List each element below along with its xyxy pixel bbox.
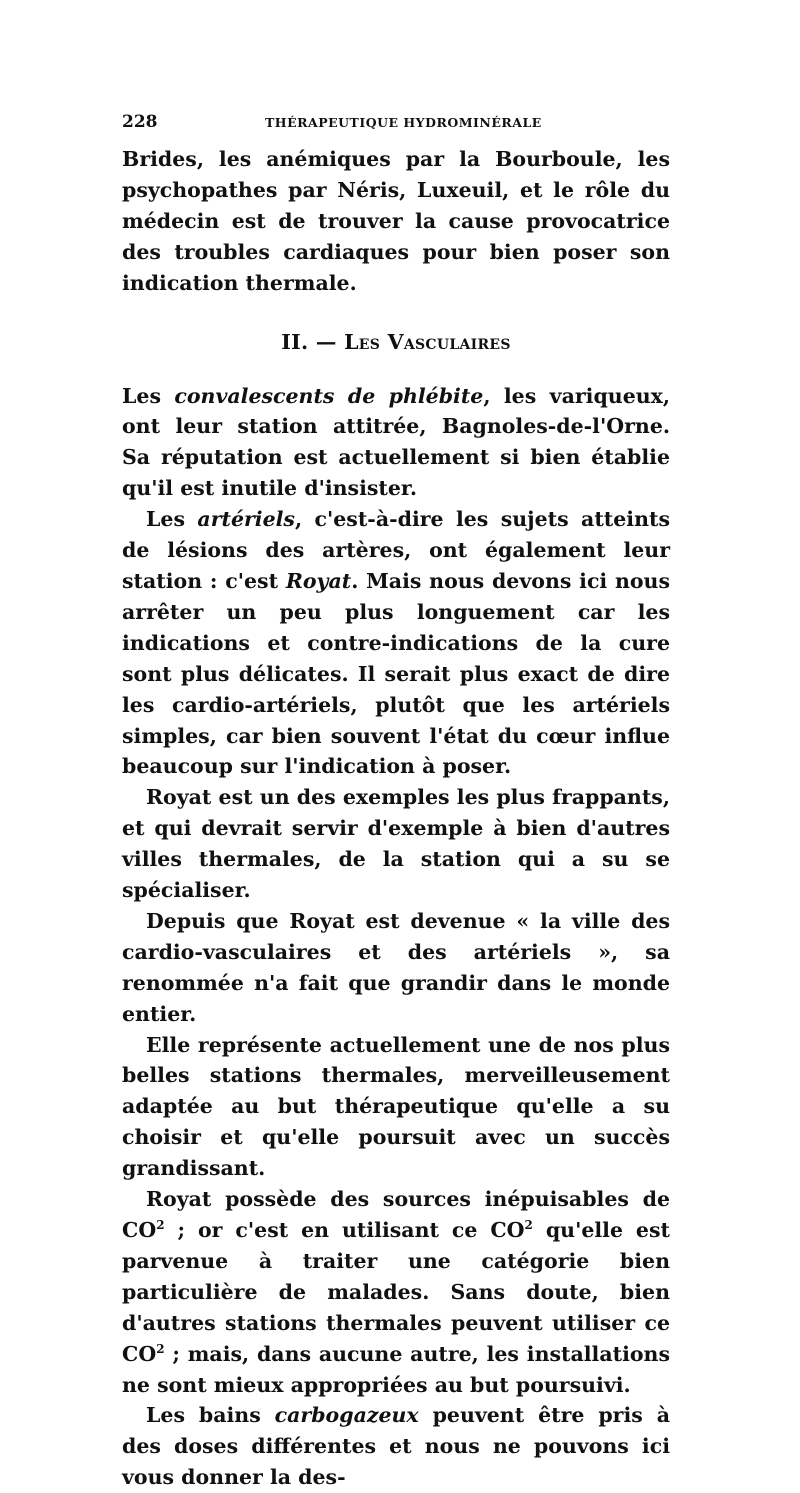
- text-run: , les variqueux, ont leur station attitrée, Bagnoles-de-l'Orne. Sa réputation est actuellement si bien établie qu'il est inutile d'insister.: [122, 383, 670, 501]
- text-run: Royat est un des exemples les plus frappants, et qui devrait servir d'exemple à bien d'autres villes thermales, de la station qui a su se spécialiser.: [122, 785, 670, 903]
- text-run: Elle représente actuellement une de nos plus belles stations thermales, merveilleusement adaptée au but thérapeutique qu'elle a su choisir et qu'elle poursuit avec un succès grandissant.: [122, 1032, 670, 1181]
- text-run: . Mais nous devons ici nous arrêter un peu plus longuement car les indications et contre-indications de la cure sont plus délicates. Il serait plus exact de dire les cardio-artériels, plutôt que les artériels simples, car bien souvent l'état du cœur influe beaucoup sur l'indication à poser.: [122, 568, 671, 779]
- italic-text: Royat: [285, 568, 352, 593]
- text-run: Les: [122, 383, 175, 408]
- text-run: Depuis que Royat est devenue « la ville des cardio-vasculaires et des artériels », sa renommée n'a fait que grandir dans le monde entier.: [122, 908, 670, 1026]
- superscript: 2: [524, 1218, 533, 1233]
- text-run: qu'elle est parvenue à traiter une catégorie bien particulière de malades. Sans doute, bien d'autres stations thermales peuvent utiliser ce CO: [122, 1218, 670, 1366]
- italic-text: convalescents de phlébite: [174, 383, 484, 408]
- intro-text: [122, 144, 670, 299]
- superscript: 2: [156, 1218, 165, 1233]
- italic-text: carbogazeux: [274, 1403, 419, 1428]
- section-title: Les Vasculaires: [344, 329, 511, 354]
- paragraph: [122, 381, 670, 505]
- section-body: [122, 381, 670, 1493]
- text-run: ; or c'est en utilisant ce CO: [164, 1218, 525, 1242]
- page-header: [122, 112, 670, 144]
- text-run: Les bains: [146, 1403, 275, 1428]
- section-number: II. —: [281, 329, 345, 354]
- text-run: ; mais, dans aucune autre, les installations ne sont mieux appropriées au but poursuivi.: [122, 1341, 670, 1397]
- paragraph: [122, 504, 670, 782]
- text-run: peuvent être pris à des doses différentes et nous ne pouvons ici vous donner la des-: [122, 1403, 670, 1490]
- text-run: Les: [146, 507, 198, 532]
- italic-text: artériels: [197, 507, 295, 532]
- section-heading: [122, 330, 670, 354]
- paragraph: [122, 144, 670, 299]
- page: [122, 112, 670, 1493]
- paragraph: [122, 906, 670, 1030]
- paragraph: [122, 782, 670, 906]
- paragraph: [122, 1030, 670, 1185]
- page-number: 228: [122, 112, 158, 132]
- running-title: THÉRAPEUTIQUE HYDROMINÉRALE: [265, 115, 542, 130]
- paragraph: [122, 1184, 670, 1400]
- text-run: Brides, les anémiques par la Bourboule, les psychopathes par Néris, Luxeuil, et le rôle du médecin est de trouver la cause provocatrice des troubles cardiaques pour bien poser son indication thermale.: [122, 147, 670, 295]
- paragraph: [122, 1400, 670, 1493]
- text-run: Royat possède des sources inépuisables de CO: [122, 1187, 670, 1242]
- text-run: , c'est-à-dire les sujets atteints de lésions des artères, ont également leur station : c'est: [122, 507, 671, 593]
- superscript: 2: [156, 1341, 165, 1356]
